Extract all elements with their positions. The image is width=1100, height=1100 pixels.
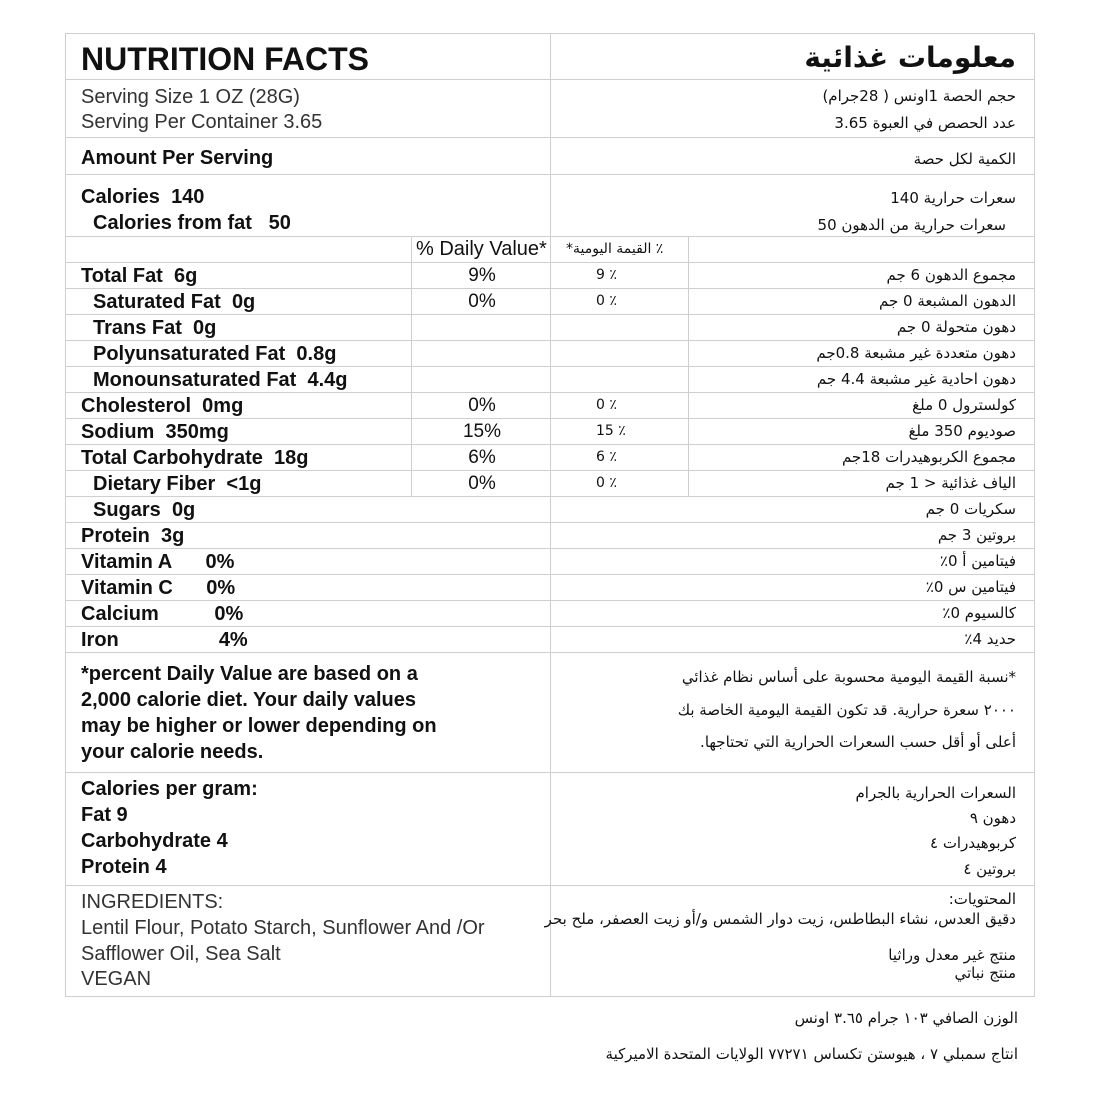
- nutrient-label: Total Carbohydrate: [81, 447, 263, 469]
- title-ar: معلومات غذائية: [804, 41, 1016, 74]
- footnote-line-ar: ٢٠٠٠ سعرة حرارية. قد تكون القيمة اليومية الخاصة بك: [677, 701, 1016, 719]
- ingredients-line-ar: دقيق العدس، نشاء البطاطس، زيت دوار الشمس و/أو زيت العصفر، ملح بحر: [544, 910, 1016, 928]
- divider: [66, 522, 1034, 523]
- nutrient-en: [93, 292, 255, 312]
- calories-per-gram-line-ar: بروتين ٤: [963, 860, 1016, 878]
- calories-from-fat-en: [93, 213, 291, 233]
- nutrient-label: Dietary Fiber: [93, 473, 216, 495]
- divider: [66, 340, 1034, 341]
- ingredients-line: Lentil Flour, Potato Starch, Sunflower And /Or: [81, 917, 485, 939]
- dv-column-divider: [411, 236, 412, 496]
- ingredients-line: Safflower Oil, Sea Salt: [81, 943, 281, 965]
- nutrient-label: Calcium: [81, 603, 159, 625]
- nutrient-en: [81, 396, 243, 416]
- nutrient-daily-value-ar: ٪ 0: [596, 475, 617, 491]
- nutrient-label: Total Fat: [81, 265, 163, 287]
- nutrient-label: Vitamin A: [81, 551, 173, 573]
- footnote-line: may be higher or lower depending on: [81, 715, 437, 737]
- nutrient-daily-value-ar: ٪ 15: [596, 423, 626, 439]
- nutrient-label: Polyunsaturated Fat: [93, 343, 286, 365]
- calories-label: Calories: [81, 186, 160, 208]
- nutrient-ar: سكريات 0 جم: [925, 500, 1016, 518]
- divider: [66, 288, 1034, 289]
- divider: [66, 314, 1034, 315]
- nutrient-en: [81, 578, 235, 598]
- nutrient-daily-value: 0%: [468, 291, 496, 312]
- ingredients-line-ar: المحتويات:: [948, 890, 1016, 908]
- nutrient-daily-value-ar: ٪ 0: [596, 293, 617, 309]
- footnote-line-ar: *نسبة القيمة اليومية محسوبة على أساس نظام غذائي: [681, 668, 1016, 686]
- nutrient-amount: 0.8g: [296, 343, 337, 365]
- nutrient-daily-value-ar: ٪ 0: [596, 397, 617, 413]
- footnote-line: *percent Daily Value are based on a: [81, 663, 418, 685]
- nutrient-ar: مجموع الدهون 6 جم: [886, 266, 1016, 284]
- divider: [66, 392, 1034, 393]
- amount-per-serving-ar: الكمية لكل حصة: [913, 150, 1016, 168]
- nutrient-amount: 4.4g: [307, 369, 348, 391]
- calories-value: 140: [171, 186, 205, 208]
- dv-ar-column-divider: [688, 236, 689, 496]
- nutrient-amount: <1g: [226, 473, 262, 495]
- nutrient-en: [93, 474, 261, 494]
- nutrient-ar: فيتامين س 0٪: [925, 578, 1016, 596]
- nutrient-ar: كولسترول 0 ملغ: [912, 396, 1016, 414]
- nutrient-en: [93, 500, 195, 520]
- nutrient-ar: الدهون المشبعة 0 جم: [879, 292, 1016, 310]
- nutrient-en: [81, 422, 229, 442]
- nutrient-daily-value-ar: ٪ 6: [596, 449, 617, 465]
- nutrient-label: Sugars: [93, 499, 161, 521]
- calories-from-fat-ar: سعرات حرارية من الدهون 50: [817, 216, 1006, 234]
- serving-size-ar: حجم الحصة 1اونس ( 28جرام): [822, 87, 1016, 105]
- nutrient-amount: 0g: [231, 291, 256, 313]
- nutrition-label: [65, 33, 1035, 997]
- calories-per-gram-line: Fat 9: [81, 804, 128, 826]
- calories-ar: سعرات حرارية 140: [890, 189, 1016, 207]
- nutrient-ar: الياف غذائية < 1 جم: [885, 474, 1016, 492]
- serving-per-container-ar: عدد الحصص في العبوة 3.65: [834, 114, 1016, 132]
- nutrient-amount: 18g: [274, 447, 309, 469]
- ingredients-line-ar: منتج نباتي: [954, 964, 1016, 982]
- divider: [66, 574, 1034, 575]
- calories-per-gram-line: Protein 4: [81, 856, 167, 878]
- net-weight: الوزن الصافي ١٠٣ جرام ٣.٦٥ اونس: [794, 1009, 1018, 1027]
- serving-per-container-en: Serving Per Container 3.65: [81, 111, 323, 133]
- divider: [66, 600, 1034, 601]
- nutrient-label: Saturated Fat: [93, 291, 221, 313]
- nutrient-en: [81, 266, 197, 286]
- manufacturer-address: انتاج سمبلي ٧ ، هيوستن تكساس ٧٧٢٧١ الولايات المتحدة الاميركية: [605, 1045, 1018, 1063]
- nutrient-ar: دهون متحولة 0 جم: [896, 318, 1016, 336]
- nutrient-amount: 6g: [173, 265, 198, 287]
- nutrient-amount: 0%: [214, 603, 244, 625]
- nutrient-amount: 0%: [205, 551, 235, 573]
- nutrient-label: Cholesterol: [81, 395, 192, 417]
- footnote-line: your calorie needs.: [81, 741, 264, 763]
- nutrient-label: Iron: [81, 629, 119, 651]
- divider: [66, 262, 1034, 263]
- nutrient-daily-value: 9%: [468, 265, 496, 286]
- nutrient-amount: 0g: [171, 499, 196, 521]
- nutrient-daily-value: 15%: [462, 421, 502, 442]
- divider: [66, 137, 1034, 138]
- calories-per-gram-line: Carbohydrate 4: [81, 830, 228, 852]
- center-divider: [550, 34, 551, 996]
- divider: [66, 444, 1034, 445]
- divider: [66, 496, 1034, 497]
- nutrient-en: [93, 370, 348, 390]
- nutrient-daily-value: 0%: [468, 395, 496, 416]
- divider: [66, 418, 1034, 419]
- nutrient-ar: كالسيوم 0٪: [942, 604, 1016, 622]
- nutrient-en: [93, 344, 336, 364]
- nutrient-ar: صوديوم 350 ملغ: [908, 422, 1016, 440]
- footnote-line-ar: أعلى أو أقل حسب السعرات الحرارية التي تحتاجها.: [700, 733, 1016, 751]
- nutrient-ar: مجموع الكربوهيدرات 18جم: [841, 448, 1016, 466]
- footnote-line: 2,000 calorie diet. Your daily values: [81, 689, 416, 711]
- divider: [66, 174, 1034, 175]
- nutrient-label: Protein: [81, 525, 150, 547]
- calories-from-fat-value: 50: [268, 212, 291, 234]
- nutrient-en: [81, 526, 184, 546]
- nutrient-en: [93, 318, 216, 338]
- nutrient-daily-value-ar: ٪ 9: [596, 267, 617, 283]
- daily-value-header-ar: ٪ القيمة اليومية*: [566, 241, 664, 257]
- nutrient-en: [81, 630, 248, 650]
- nutrient-label: Vitamin C: [81, 577, 173, 599]
- calories-per-gram-line-ar: كربوهيدرات ٤: [929, 834, 1016, 852]
- nutrient-ar: دهون احادية غير مشبعة 4.4 جم: [816, 370, 1016, 388]
- calories-per-gram-line-ar: دهون ٩: [969, 809, 1016, 827]
- nutrient-amount: 3g: [161, 525, 185, 547]
- nutrient-en: [81, 604, 243, 624]
- nutrient-daily-value: 6%: [468, 447, 496, 468]
- amount-per-serving-en: Amount Per Serving: [81, 147, 274, 169]
- calories-from-fat-label: Calories from fat: [93, 212, 252, 234]
- ingredients-line: INGREDIENTS:: [81, 891, 224, 913]
- divider: [66, 626, 1034, 627]
- nutrient-label: Trans Fat: [93, 317, 182, 339]
- divider: [66, 772, 1034, 773]
- divider: [66, 236, 1034, 237]
- nutrient-amount: 0g: [193, 317, 217, 339]
- nutrient-en: [81, 552, 234, 572]
- divider: [66, 652, 1034, 653]
- nutrient-label: Sodium: [81, 421, 155, 443]
- calories-per-gram-line: Calories per gram:: [81, 778, 258, 800]
- divider: [66, 548, 1034, 549]
- nutrient-daily-value: 0%: [468, 473, 496, 494]
- divider: [66, 366, 1034, 367]
- daily-value-header-en: % Daily Value*: [416, 238, 547, 260]
- nutrient-ar: حديد 4٪: [964, 630, 1016, 648]
- nutrient-ar: دهون متعددة غير مشبعة 0.8جم: [816, 344, 1016, 362]
- ingredients-line-ar: منتج غير معدل وراثيا: [888, 946, 1016, 964]
- title-en: NUTRITION FACTS: [81, 41, 369, 77]
- nutrient-amount: 0%: [206, 577, 236, 599]
- divider: [66, 79, 1034, 80]
- nutrient-ar: بروتين 3 جم: [937, 526, 1016, 544]
- nutrient-amount: 0mg: [202, 395, 244, 417]
- ingredients-line: VEGAN: [81, 968, 152, 990]
- nutrient-amount: 350mg: [165, 421, 229, 443]
- nutrient-label: Monounsaturated Fat: [93, 369, 297, 391]
- calories-en: [81, 187, 204, 207]
- serving-size-en: Serving Size 1 OZ (28G): [81, 86, 300, 108]
- nutrient-en: [81, 448, 308, 468]
- nutrient-ar: فيتامين أ 0٪: [939, 552, 1016, 570]
- nutrient-amount: 4%: [218, 629, 248, 651]
- divider: [66, 885, 1034, 886]
- divider: [66, 470, 1034, 471]
- calories-per-gram-line-ar: السعرات الحرارية بالجرام: [855, 784, 1016, 802]
